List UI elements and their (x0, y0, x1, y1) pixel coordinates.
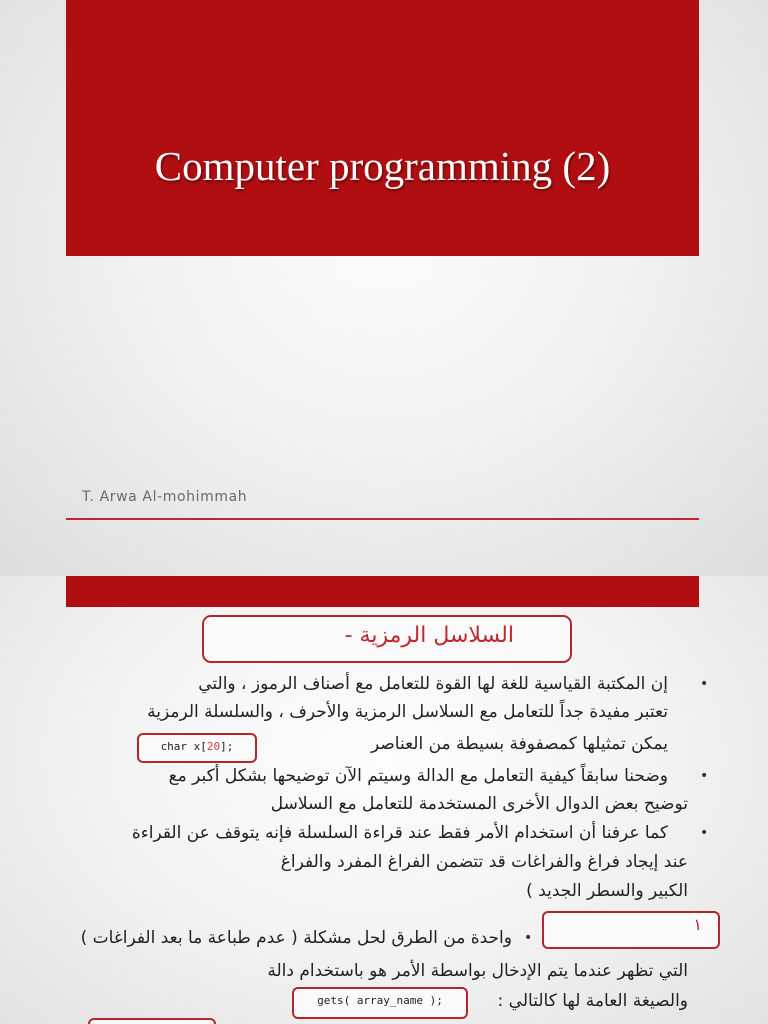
code-box-gets (292, 987, 468, 1019)
bullet-marker: • (524, 930, 533, 946)
code-char-array: char x[20]; (160, 740, 234, 753)
para1-line2: تعتبر مفيدة جداً للتعامل مع السلاسل الرمزية والأحرف ، والسلسلة الرمزية (147, 702, 668, 722)
para1-line1: إن المكتبة القياسية للغة لها القوة للتعامل مع أصناف الرموز ، والتي (198, 674, 668, 694)
number-box (542, 911, 720, 949)
code-gets: gets( array_name ); (317, 994, 443, 1007)
content-slide (0, 576, 768, 1024)
para4-line3: والصيغة العامة لها كالتالي : (497, 991, 688, 1011)
para4-line1: واحدة من الطرق لحل مشكلة ( عدم طباعة ما بعد الفراغات ) (80, 928, 512, 948)
partial-box (88, 1018, 216, 1024)
heading-box (202, 615, 572, 663)
slide-title: Computer programming (2) (154, 143, 611, 189)
bullet-marker: • (700, 768, 709, 784)
para2-line2: توضيح بعض الدوال الأخرى المستخدمة للتعامل مع السلاسل (270, 794, 688, 814)
para3-line3: الكبير والسطر الجديد ) (526, 881, 688, 901)
para1-line3: يمكن تمثيلها كمصفوفة بسيطة من العناصر (370, 734, 668, 754)
number-label: ١ (693, 915, 702, 934)
para2-line1: وضحنا سابقاً كيفية التعامل مع الدالة وسيتم الآن توضيحها بشكل أكبر مع (168, 766, 668, 786)
bullet-marker: • (700, 676, 709, 692)
author-name: T. Arwa Al-mohimmah (82, 489, 248, 505)
slide-heading: السلاسل الرمزية - (344, 623, 514, 648)
bullet-marker: • (700, 825, 709, 841)
header-band (66, 576, 699, 607)
divider-line (66, 518, 699, 520)
code-box-char-array (137, 733, 257, 763)
para4-line2: التي تظهر عندما يتم الإدخال بواسطة الأمر هو باستخدام دالة (267, 961, 688, 981)
para3-line2: عند إيجاد فراغ والفراغات قد تتضمن الفراغ المفرد والفراغ (280, 852, 688, 872)
para3-line1: كما عرفنا أن استخدام الأمر فقط عند قراءة السلسلة فإنه يتوقف عن القراءة (131, 823, 668, 843)
title-banner (66, 0, 699, 256)
